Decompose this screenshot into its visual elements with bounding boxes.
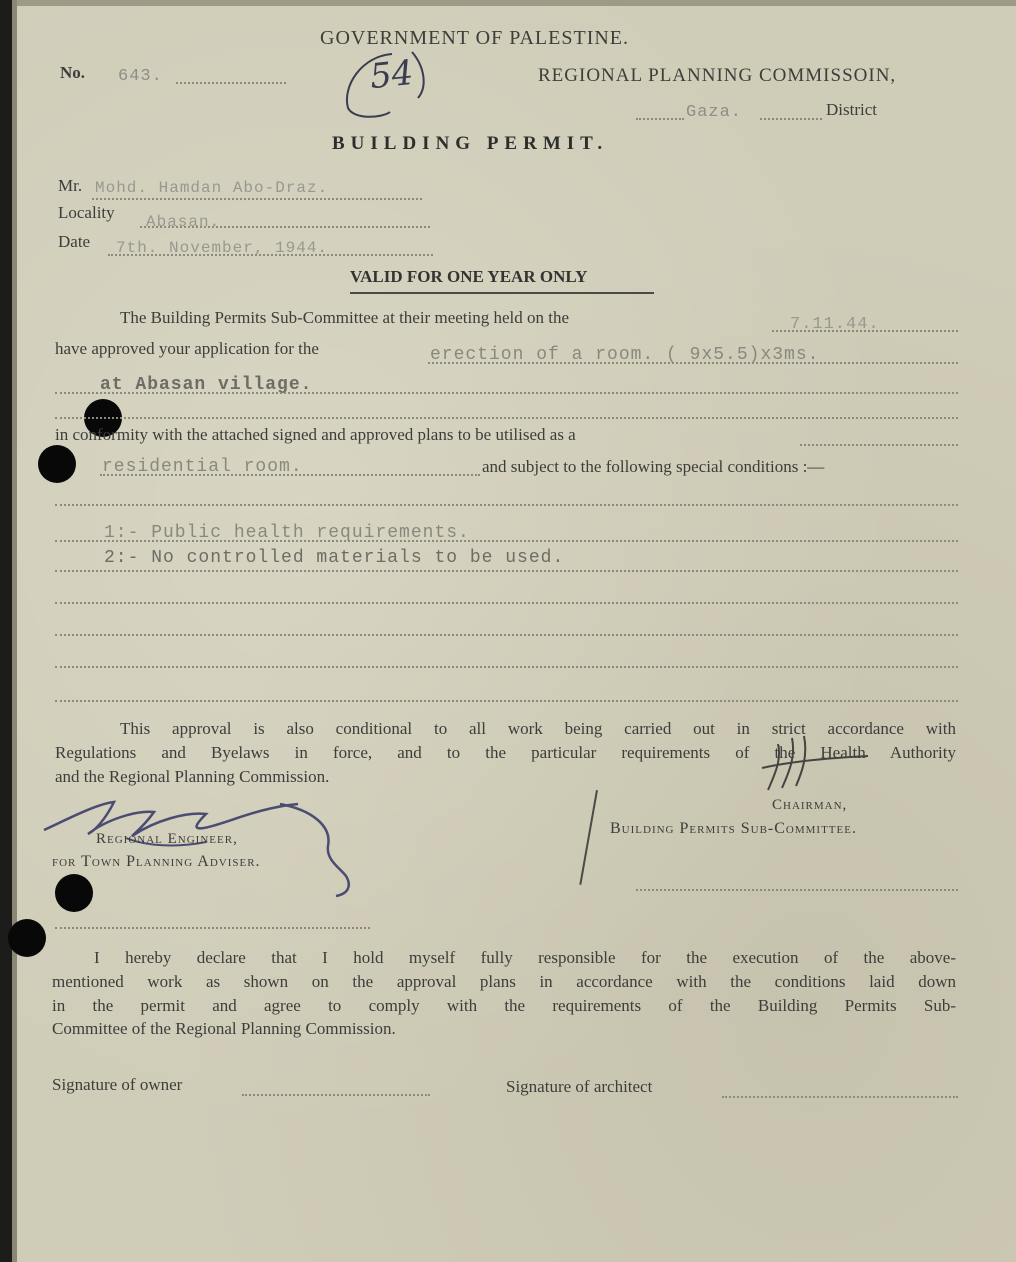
permit-number-label: No. — [60, 63, 86, 82]
condition-1-line — [55, 540, 958, 542]
blank-line — [55, 634, 958, 636]
permit-number-line — [176, 82, 286, 84]
permit-number-value: 643. — [118, 67, 163, 86]
declaration-line-1: I hereby declare that I hold myself fully responsible for the execution of the above- — [94, 948, 956, 967]
purpose-line-1: erection of a room. ( 9x5.5)x3ms. — [430, 345, 820, 365]
meeting-date-line — [772, 330, 958, 332]
meeting-text: The Building Permits Sub-Committee at their meeting held on the — [120, 308, 570, 327]
conformity-text: in conformity with the attached signed and approved plans to be utilised as a — [55, 425, 576, 444]
subcommittee-title: Building Permits Sub-Committee. — [610, 820, 857, 837]
condition-2-line — [55, 570, 958, 572]
district-line-right — [760, 118, 822, 120]
owner-signature-label: Signature of owner — [52, 1075, 183, 1094]
purpose-line-2-rule — [55, 392, 958, 394]
mr-line — [92, 198, 422, 200]
locality-value: Abasan. — [146, 213, 221, 231]
approved-text: have approved your application for the — [55, 339, 319, 358]
paper-top-edge — [0, 0, 1016, 6]
district-value: Gaza. — [686, 103, 743, 122]
condition-2: 2:- No controlled materials to be used. — [104, 548, 565, 568]
approval-line-3: and the Regional Planning Commission. — [55, 767, 330, 786]
engineer-title: Regional Engineer, — [96, 831, 238, 847]
use-value: residential room. — [102, 457, 303, 477]
purpose-line-1-rule — [428, 362, 958, 364]
district-label: District — [826, 100, 877, 119]
condition-1: 1:- Public health requirements. — [104, 523, 470, 543]
chairman-line — [636, 889, 958, 891]
applicant-name: Mohd. Hamdan Abo-Draz. — [95, 179, 329, 197]
blank-line — [55, 700, 958, 702]
date-label: Date — [58, 232, 91, 251]
commission-heading: REGIONAL PLANNING COMMISSOIN, — [538, 65, 897, 86]
declaration-line-4: Committee of the Regional Planning Commission. — [52, 1019, 396, 1038]
chairman-signature — [748, 728, 878, 798]
blank-line — [55, 504, 958, 506]
architect-signature-label: Signature of architect — [506, 1077, 653, 1096]
validity-notice: VALID FOR ONE YEAR ONLY — [350, 267, 588, 286]
declaration-line-2: mentioned work as shown on the approval plans in accordance with the conditions laid down — [52, 972, 956, 991]
punch-hole — [38, 445, 76, 483]
architect-signature-line — [722, 1096, 958, 1098]
engineer-line — [55, 927, 370, 929]
approval-line-2: Regulations and Byelaws in force, and to the particular requirements of the Health Authority — [55, 743, 956, 762]
adviser-title: for Town Planning Adviser. — [52, 853, 261, 870]
blank-line — [55, 602, 958, 604]
use-line — [100, 474, 480, 476]
mr-label: Mr. — [58, 176, 83, 195]
scan-left-border — [0, 0, 12, 1262]
meeting-date: 7.11.44. — [790, 315, 880, 334]
scan-left-shadow — [12, 0, 17, 1262]
validity-underline — [350, 292, 654, 294]
blank-line — [55, 417, 958, 419]
declaration-line-3: in the permit and agree to comply with the requirements of the Building Permits Sub- — [52, 996, 956, 1015]
chairman-title: Chairman, — [772, 797, 848, 813]
purpose-line-2: at Abasan village. — [100, 375, 313, 395]
district-line-left — [636, 118, 684, 120]
government-heading: GOVERNMENT OF PALESTINE. — [320, 27, 630, 49]
date-value: 7th. November, 1944. — [116, 239, 329, 257]
date-line — [108, 254, 433, 256]
signature-divider — [579, 790, 598, 885]
locality-label: Locality — [58, 203, 115, 222]
owner-signature-line — [242, 1094, 430, 1096]
conformity-line — [800, 444, 958, 446]
conditions-text: and subject to the following special conditions :— — [482, 457, 825, 476]
locality-line — [140, 226, 430, 228]
document-title: BUILDING PERMIT. — [332, 133, 609, 154]
approval-line-1: This approval is also conditional to all work being carried out in strict accordance with — [120, 719, 956, 738]
punch-hole — [8, 919, 46, 957]
blank-line — [55, 666, 958, 668]
file-number: 54 — [368, 52, 416, 98]
